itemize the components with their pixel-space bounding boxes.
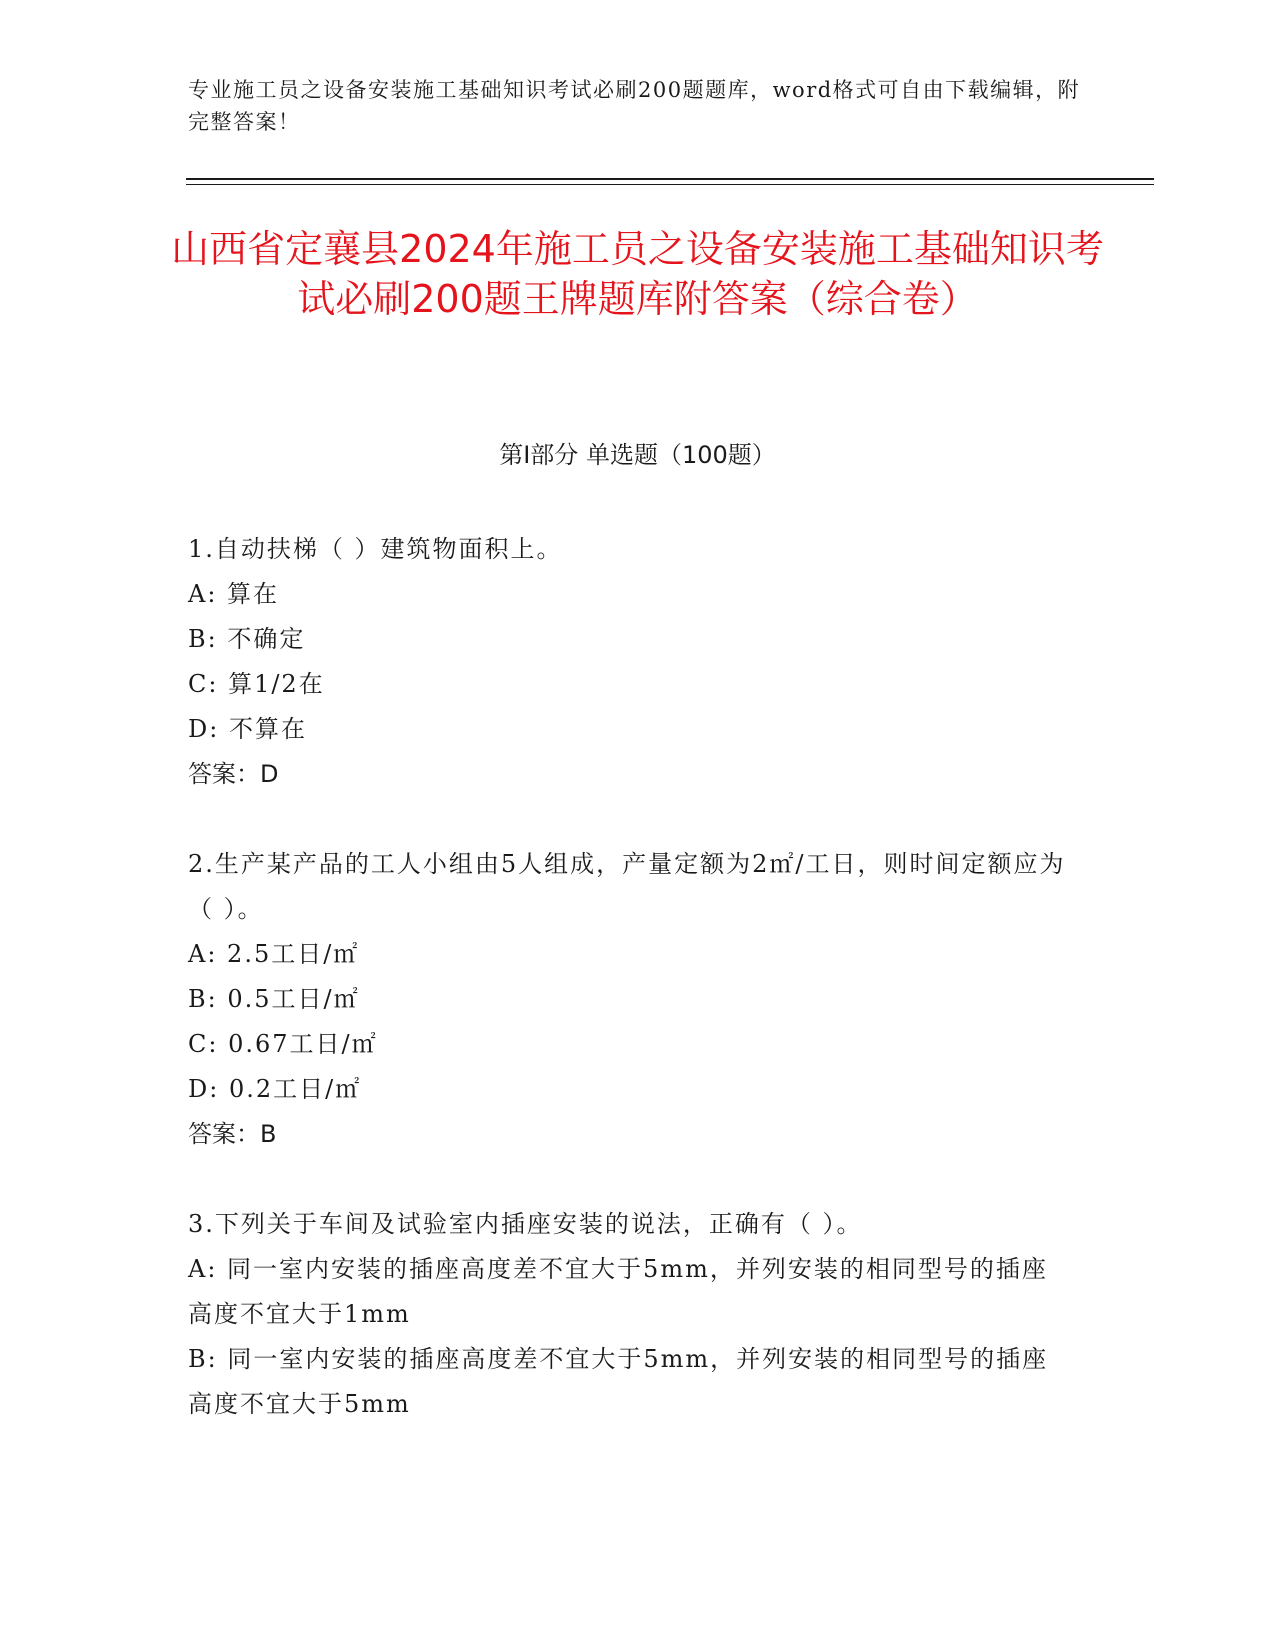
header-divider-thick <box>186 178 1154 180</box>
question-1 <box>188 527 1068 797</box>
question-list <box>188 527 1068 1472</box>
option-d: D: 0.2工日/㎡ <box>188 1075 362 1103</box>
option-a: A: 同一室内安装的插座高度差不宜大于5mm，并列安装的相同型号的插座高度不宜大于1mm <box>188 1255 1048 1328</box>
answer: 答案：D <box>188 760 279 788</box>
option-c: C: 算1/2在 <box>188 670 325 698</box>
header-divider-thin <box>186 184 1154 185</box>
option-b: B: 同一室内安装的插座高度差不宜大于5mm，并列安装的相同型号的插座高度不宜大于5mm <box>188 1345 1049 1418</box>
answer: 答案：B <box>188 1120 277 1148</box>
question-stem: 3.下列关于车间及试验室内插座安装的说法，正确有（ ）。 <box>188 1210 863 1238</box>
section-title: 第Ⅰ部分 单选题（100题） <box>499 441 776 469</box>
question-3 <box>188 1202 1068 1427</box>
option-a: A: 2.5工日/㎡ <box>188 940 360 968</box>
question-stem: 1.自动扶梯（ ）建筑物面积上。 <box>188 535 563 563</box>
option-d: D: 不算在 <box>188 715 307 743</box>
option-b: B: 0.5工日/㎡ <box>188 985 360 1013</box>
option-a: A: 算在 <box>188 580 280 608</box>
option-c: C: 0.67工日/㎡ <box>188 1030 378 1058</box>
document-title: 山西省定襄县2024年施工员之设备安装施工基础知识考试必刷200题王牌题库附答案（综合卷） <box>171 227 1104 321</box>
option-b: B: 不确定 <box>188 625 306 653</box>
question-2 <box>188 842 1068 1157</box>
header-note: 专业施工员之设备安装施工基础知识考试必刷200题题库，word格式可自由下载编辑，附完整答案！ <box>188 78 1081 134</box>
question-stem: 2.生产某产品的工人小组由5人组成，产量定额为2㎡/工日，则时间定额应为（ ）。 <box>188 850 1066 923</box>
